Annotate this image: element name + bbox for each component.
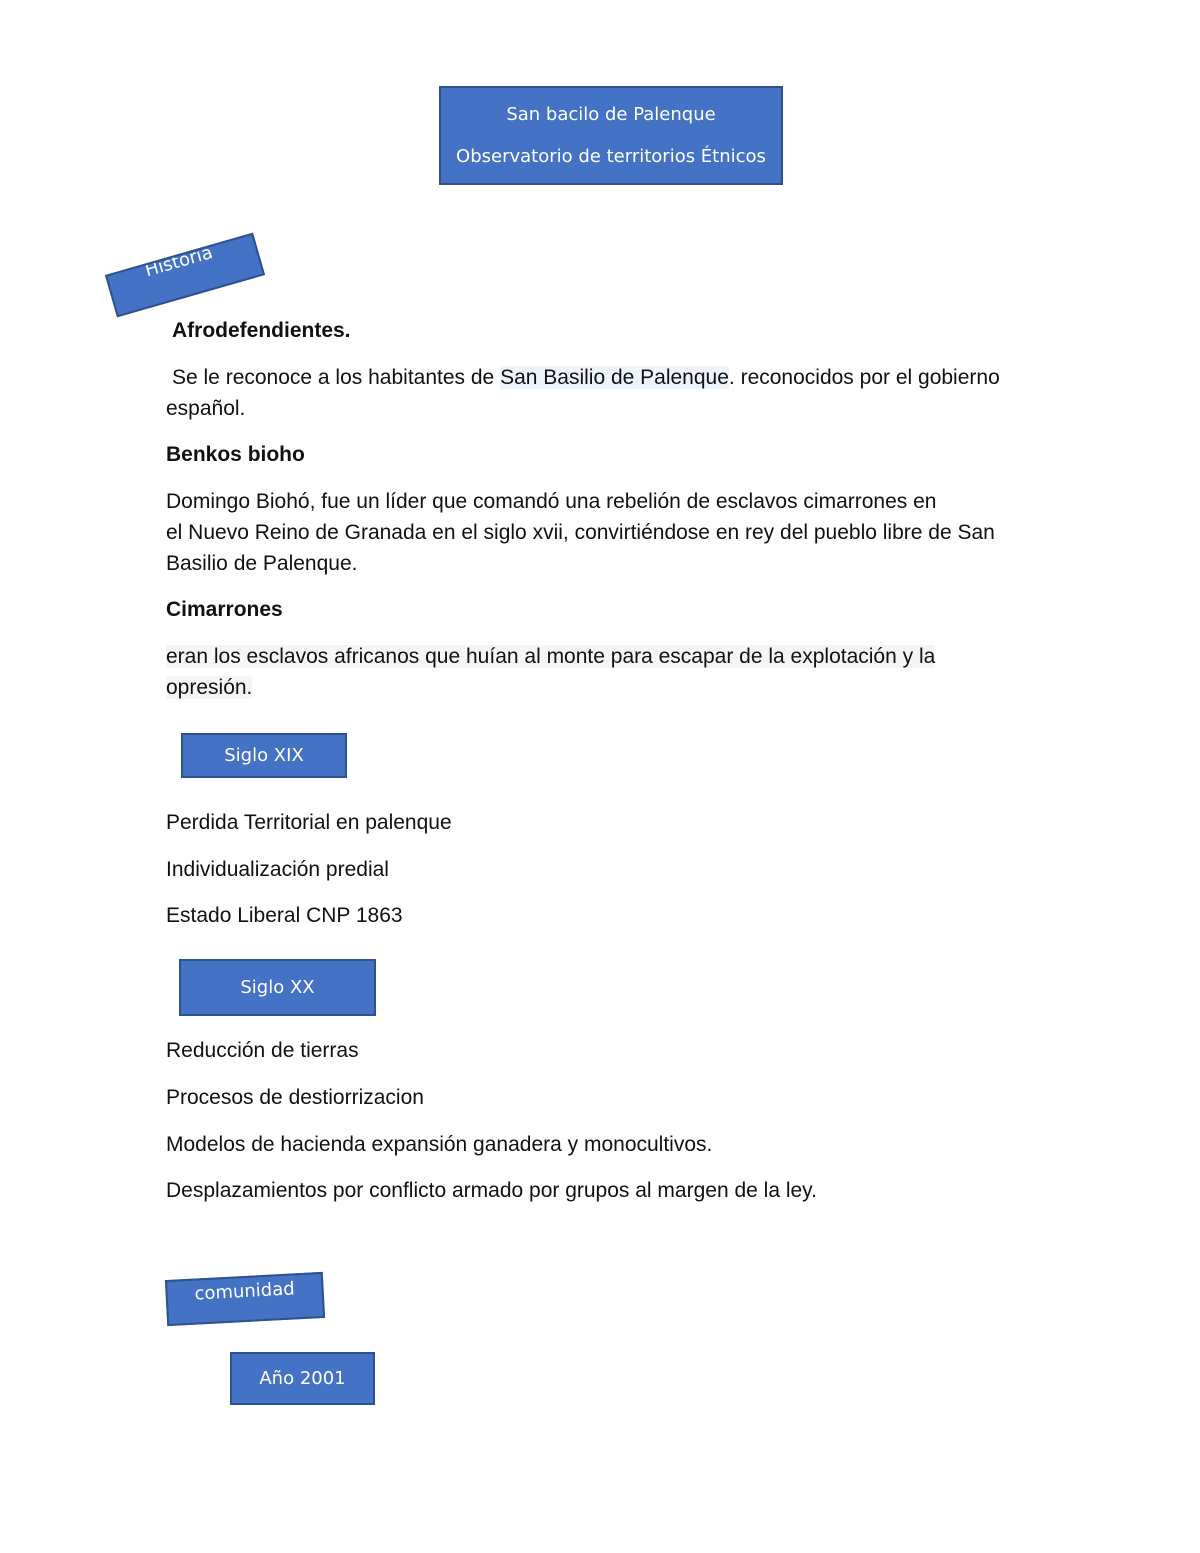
afro-text-line-1 (172, 362, 1000, 393)
title-line-1: San bacilo de Palenque (506, 103, 716, 125)
siglo-xix-item: Individualización predial (166, 858, 389, 881)
siglo-xix-item: Perdida Territorial en palenque (166, 811, 452, 834)
title-box (439, 86, 783, 185)
siglo-xix-item: Estado Liberal CNP 1863 (166, 904, 403, 927)
historia-tag (105, 233, 265, 318)
siglo-xx-label: Siglo XX (240, 977, 315, 998)
cimarrones-line-1-text: eran los esclavos africanos que huían al monte para escapar de la explotación y la (166, 645, 936, 668)
benkos-line-1: Domingo Biohó, fue un líder que comandó una rebelión de esclavos cimarrones en (166, 490, 937, 513)
siglo-xx-tag (179, 959, 376, 1016)
siglo-xx-item: Reducción de tierras (166, 1039, 359, 1062)
comunidad-label: comunidad (194, 1278, 296, 1305)
siglo-xx-item: Desplazamientos por conflicto armado por grupos al margen de la ley. (166, 1179, 817, 1202)
afro-heading: Afrodefendientes. (172, 319, 351, 342)
afro-text-pre: Se le reconoce a los habitantes de (172, 366, 501, 389)
afro-text-post: . reconocidos por el gobierno (728, 366, 1000, 389)
title-line-2: Observatorio de territorios Étnicos (456, 145, 766, 167)
historia-tag-label: Historia (142, 242, 216, 282)
cimarrones-line-2 (166, 672, 252, 703)
cimarrones-line-2-text: opresión. (166, 676, 253, 699)
cimarrones-line-1 (166, 641, 935, 672)
siglo-xx-item: Modelos de hacienda expansión ganadera y monocultivos. (166, 1133, 713, 1156)
siglo-xx-item: Procesos de destiorrizacion (166, 1086, 424, 1109)
afro-text-highlight: San Basilio de Palenque (500, 366, 729, 389)
afro-text-line-2: español. (166, 397, 246, 420)
siglo-xix-tag (181, 733, 347, 778)
benkos-heading: Benkos bioho (166, 443, 305, 466)
anio-tag (230, 1352, 375, 1405)
cimarrones-heading: Cimarrones (166, 598, 283, 621)
benkos-line-3: Basilio de Palenque. (166, 552, 358, 575)
anio-label: Año 2001 (259, 1368, 346, 1389)
comunidad-tag (165, 1272, 325, 1326)
benkos-line-2: el Nuevo Reino de Granada en el siglo xvii, convirtiéndose en rey del pueblo libre de San (166, 521, 995, 544)
siglo-xix-label: Siglo XIX (224, 745, 304, 766)
